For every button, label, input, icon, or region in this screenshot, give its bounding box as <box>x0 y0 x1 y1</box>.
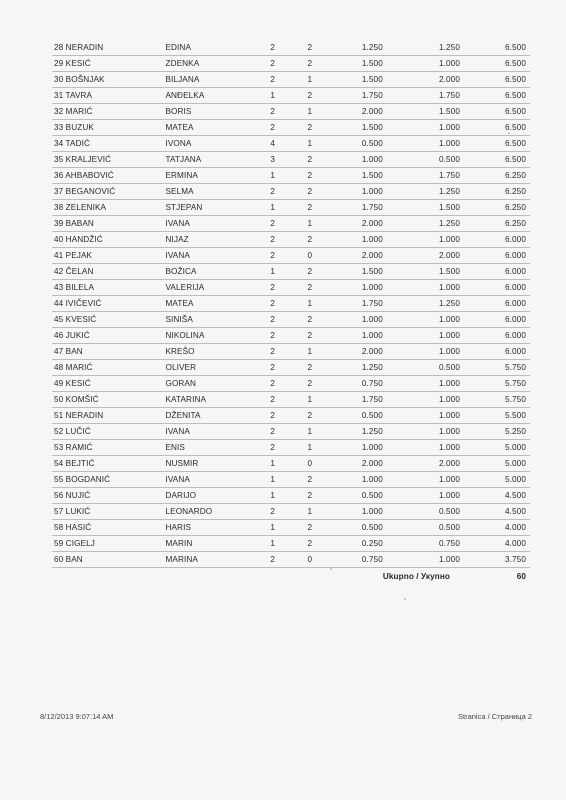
col-d-cell: 1.500 <box>383 104 460 120</box>
col-c-cell: 1.500 <box>335 168 383 184</box>
col-a-cell: 1 <box>261 168 284 184</box>
col-a-cell: 2 <box>261 232 284 248</box>
col-a-cell: 1 <box>261 200 284 216</box>
col-b-cell: 2 <box>284 40 335 56</box>
col-a-cell: 1 <box>261 456 284 472</box>
col-c-cell: 0.500 <box>335 488 383 504</box>
col-a-cell: 4 <box>261 136 284 152</box>
col-b-cell: 2 <box>284 328 335 344</box>
col-d-cell: 1.000 <box>383 472 460 488</box>
surname-cell: 50 KOMŠIĆ <box>52 392 165 408</box>
col-c-cell: 2.000 <box>335 216 383 232</box>
surname-cell: 37 BEGANOVIĆ <box>52 184 165 200</box>
col-e-cell: 6.500 <box>460 88 530 104</box>
col-d-cell: 1.250 <box>383 216 460 232</box>
table-row <box>52 104 530 120</box>
table-row <box>52 280 530 296</box>
firstname-cell: MARIN <box>165 536 261 552</box>
col-e-cell: 6.500 <box>460 56 530 72</box>
col-a-cell: 2 <box>261 296 284 312</box>
col-b-cell: 2 <box>284 376 335 392</box>
col-e-cell: 5.000 <box>460 456 530 472</box>
col-d-cell: 0.750 <box>383 536 460 552</box>
col-c-cell: 1.500 <box>335 264 383 280</box>
table-row <box>52 536 530 552</box>
table-row <box>52 88 530 104</box>
surname-cell: 47 BAN <box>52 344 165 360</box>
surname-cell: 33 BUZUK <box>52 120 165 136</box>
col-d-cell: 1.000 <box>383 56 460 72</box>
firstname-cell: ANĐELKA <box>165 88 261 104</box>
col-b-cell: 1 <box>284 216 335 232</box>
surname-cell: 52 LUČIĆ <box>52 424 165 440</box>
surname-cell: 32 MARIĆ <box>52 104 165 120</box>
firstname-cell: NIKOLINA <box>165 328 261 344</box>
col-b-cell: 1 <box>284 136 335 152</box>
col-c-cell: 1.000 <box>335 504 383 520</box>
col-b-cell: 2 <box>284 264 335 280</box>
col-d-cell: 2.000 <box>383 72 460 88</box>
table-row <box>52 552 530 568</box>
table-row <box>52 40 530 56</box>
col-a-cell: 2 <box>261 280 284 296</box>
col-d-cell: 1.000 <box>383 440 460 456</box>
firstname-cell: LEONARDO <box>165 504 261 520</box>
col-e-cell: 6.000 <box>460 280 530 296</box>
col-d-cell: 1.000 <box>383 280 460 296</box>
scan-speck <box>508 132 510 134</box>
firstname-cell: IVANA <box>165 216 261 232</box>
col-a-cell: 1 <box>261 88 284 104</box>
firstname-cell: IVONA <box>165 136 261 152</box>
surname-cell: 30 BOŠNJAK <box>52 72 165 88</box>
col-c-cell: 1.250 <box>335 40 383 56</box>
col-b-cell: 0 <box>284 248 335 264</box>
surname-cell: 46 JUKIĆ <box>52 328 165 344</box>
col-a-cell: 2 <box>261 40 284 56</box>
table-row <box>52 520 530 536</box>
col-c-cell: 1.750 <box>335 392 383 408</box>
col-a-cell: 2 <box>261 104 284 120</box>
surname-cell: 45 KVESIĆ <box>52 312 165 328</box>
firstname-cell: IVANA <box>165 472 261 488</box>
col-b-cell: 2 <box>284 152 335 168</box>
col-c-cell: 1.500 <box>335 72 383 88</box>
col-c-cell: 0.500 <box>335 136 383 152</box>
col-e-cell: 5.000 <box>460 440 530 456</box>
table-row <box>52 488 530 504</box>
firstname-cell: IVANA <box>165 424 261 440</box>
col-b-cell: 2 <box>284 488 335 504</box>
col-c-cell: 0.250 <box>335 536 383 552</box>
table-row <box>52 216 530 232</box>
col-a-cell: 2 <box>261 184 284 200</box>
surname-cell: 35 KRALJEVIĆ <box>52 152 165 168</box>
col-b-cell: 1 <box>284 296 335 312</box>
col-b-cell: 2 <box>284 536 335 552</box>
surname-cell: 56 NUJIĆ <box>52 488 165 504</box>
firstname-cell: GORAN <box>165 376 261 392</box>
col-a-cell: 1 <box>261 472 284 488</box>
col-b-cell: 2 <box>284 56 335 72</box>
table-row <box>52 472 530 488</box>
surname-cell: 60 BAN <box>52 552 165 568</box>
col-a-cell: 2 <box>261 360 284 376</box>
firstname-cell: BOŽICA <box>165 264 261 280</box>
col-e-cell: 5.750 <box>460 392 530 408</box>
firstname-cell: ERMINA <box>165 168 261 184</box>
col-e-cell: 5.000 <box>460 472 530 488</box>
surname-cell: 48 MARIĆ <box>52 360 165 376</box>
firstname-cell: MATEA <box>165 296 261 312</box>
col-c-cell: 1.250 <box>335 424 383 440</box>
col-b-cell: 1 <box>284 440 335 456</box>
col-e-cell: 5.500 <box>460 408 530 424</box>
col-d-cell: 1.750 <box>383 168 460 184</box>
col-e-cell: 6.250 <box>460 168 530 184</box>
col-e-cell: 6.000 <box>460 328 530 344</box>
col-c-cell: 1.000 <box>335 152 383 168</box>
col-a-cell: 1 <box>261 520 284 536</box>
col-a-cell: 1 <box>261 536 284 552</box>
col-b-cell: 2 <box>284 232 335 248</box>
table-row <box>52 232 530 248</box>
table-row <box>52 360 530 376</box>
col-b-cell: 1 <box>284 504 335 520</box>
col-c-cell: 1.750 <box>335 88 383 104</box>
col-c-cell: 1.000 <box>335 440 383 456</box>
col-c-cell: 1.000 <box>335 472 383 488</box>
print-timestamp: 8/12/2013 9:07:14 AM <box>40 712 114 721</box>
col-c-cell: 1.000 <box>335 232 383 248</box>
firstname-cell: OLIVER <box>165 360 261 376</box>
col-c-cell: 1.000 <box>335 184 383 200</box>
col-c-cell: 1.750 <box>335 200 383 216</box>
firstname-cell: VALERIJA <box>165 280 261 296</box>
table-row <box>52 120 530 136</box>
surname-cell: 29 KESIĆ <box>52 56 165 72</box>
table-row <box>52 328 530 344</box>
surname-cell: 59 CIGELJ <box>52 536 165 552</box>
col-b-cell: 1 <box>284 344 335 360</box>
col-e-cell: 4.500 <box>460 488 530 504</box>
col-e-cell: 5.750 <box>460 376 530 392</box>
table-row <box>52 168 530 184</box>
col-a-cell: 2 <box>261 552 284 568</box>
scan-speck <box>404 598 406 600</box>
col-a-cell: 2 <box>261 248 284 264</box>
firstname-cell: BORIS <box>165 104 261 120</box>
table-row <box>52 376 530 392</box>
col-d-cell: 1.000 <box>383 344 460 360</box>
col-c-cell: 1.250 <box>335 360 383 376</box>
col-d-cell: 1.750 <box>383 88 460 104</box>
col-d-cell: 1.250 <box>383 40 460 56</box>
firstname-cell: IVANA <box>165 248 261 264</box>
col-d-cell: 1.000 <box>383 424 460 440</box>
results-table-body <box>52 40 530 568</box>
col-c-cell: 0.500 <box>335 520 383 536</box>
col-d-cell: 1.000 <box>383 312 460 328</box>
table-row <box>52 248 530 264</box>
table-row <box>52 264 530 280</box>
firstname-cell: TATJANA <box>165 152 261 168</box>
col-d-cell: 1.250 <box>383 184 460 200</box>
firstname-cell: DARIJO <box>165 488 261 504</box>
col-c-cell: 2.000 <box>335 104 383 120</box>
firstname-cell: BILJANA <box>165 72 261 88</box>
col-e-cell: 6.500 <box>460 72 530 88</box>
col-b-cell: 2 <box>284 408 335 424</box>
col-c-cell: 1.500 <box>335 56 383 72</box>
col-d-cell: 1.500 <box>383 200 460 216</box>
col-c-cell: 1.750 <box>335 296 383 312</box>
table-row <box>52 424 530 440</box>
col-e-cell: 6.000 <box>460 232 530 248</box>
table-row <box>52 72 530 88</box>
col-a-cell: 2 <box>261 72 284 88</box>
page-number: Stranica / Страница 2 <box>457 712 532 721</box>
col-b-cell: 2 <box>284 312 335 328</box>
col-e-cell: 6.250 <box>460 200 530 216</box>
total-row <box>52 568 530 585</box>
col-b-cell: 2 <box>284 184 335 200</box>
firstname-cell: ZDENKA <box>165 56 261 72</box>
firstname-cell: DŽENITA <box>165 408 261 424</box>
col-b-cell: 2 <box>284 88 335 104</box>
col-c-cell: 1.000 <box>335 328 383 344</box>
firstname-cell: EDINA <box>165 40 261 56</box>
surname-cell: 34 TADIĆ <box>52 136 165 152</box>
col-d-cell: 1.000 <box>383 328 460 344</box>
col-c-cell: 0.500 <box>335 408 383 424</box>
total-spacer <box>52 568 383 585</box>
firstname-cell: STJEPAN <box>165 200 261 216</box>
col-a-cell: 2 <box>261 504 284 520</box>
col-c-cell: 0.750 <box>335 552 383 568</box>
firstname-cell: KATARINA <box>165 392 261 408</box>
table-row <box>52 408 530 424</box>
col-e-cell: 6.000 <box>460 344 530 360</box>
col-e-cell: 4.000 <box>460 536 530 552</box>
firstname-cell: SINIŠA <box>165 312 261 328</box>
col-e-cell: 6.000 <box>460 312 530 328</box>
col-a-cell: 2 <box>261 376 284 392</box>
col-a-cell: 2 <box>261 440 284 456</box>
col-e-cell: 6.500 <box>460 104 530 120</box>
surname-cell: 44 IVIČEVIĆ <box>52 296 165 312</box>
surname-cell: 51 NERADIN <box>52 408 165 424</box>
total-label: Ukupno / Укупно <box>382 571 450 581</box>
surname-cell: 39 BABAN <box>52 216 165 232</box>
table-row <box>52 296 530 312</box>
col-a-cell: 1 <box>261 264 284 280</box>
col-d-cell: 0.500 <box>383 152 460 168</box>
col-c-cell: 2.000 <box>335 248 383 264</box>
col-c-cell: 0.750 <box>335 376 383 392</box>
surname-cell: 43 BILELA <box>52 280 165 296</box>
col-a-cell: 2 <box>261 408 284 424</box>
col-c-cell: 2.000 <box>335 456 383 472</box>
firstname-cell: MARINA <box>165 552 261 568</box>
col-a-cell: 1 <box>261 488 284 504</box>
col-e-cell: 6.500 <box>460 136 530 152</box>
surname-cell: 58 HASIĆ <box>52 520 165 536</box>
table-row <box>52 56 530 72</box>
col-a-cell: 2 <box>261 216 284 232</box>
firstname-cell: MATEA <box>165 120 261 136</box>
total-value: 60 <box>516 571 526 581</box>
col-b-cell: 1 <box>284 104 335 120</box>
col-b-cell: 2 <box>284 168 335 184</box>
col-d-cell: 2.000 <box>383 456 460 472</box>
table-row <box>52 456 530 472</box>
col-e-cell: 5.750 <box>460 360 530 376</box>
surname-cell: 31 TAVRA <box>52 88 165 104</box>
scan-speck <box>330 568 332 570</box>
surname-cell: 57 LUKIĆ <box>52 504 165 520</box>
results-table <box>52 40 530 584</box>
surname-cell: 28 NERADIN <box>52 40 165 56</box>
firstname-cell: SELMA <box>165 184 261 200</box>
table-row <box>52 312 530 328</box>
surname-cell: 55 BOGDANIĆ <box>52 472 165 488</box>
table-row <box>52 504 530 520</box>
table-row <box>52 184 530 200</box>
col-d-cell: 1.000 <box>383 232 460 248</box>
col-e-cell: 4.000 <box>460 520 530 536</box>
col-b-cell: 1 <box>284 424 335 440</box>
col-a-cell: 3 <box>261 152 284 168</box>
col-d-cell: 1.000 <box>383 120 460 136</box>
col-d-cell: 1.000 <box>383 136 460 152</box>
surname-cell: 41 PEJAK <box>52 248 165 264</box>
col-b-cell: 2 <box>284 360 335 376</box>
firstname-cell: NUSMIR <box>165 456 261 472</box>
table-row <box>52 152 530 168</box>
col-a-cell: 2 <box>261 312 284 328</box>
col-b-cell: 2 <box>284 472 335 488</box>
col-a-cell: 2 <box>261 328 284 344</box>
col-b-cell: 2 <box>284 280 335 296</box>
col-e-cell: 6.500 <box>460 40 530 56</box>
col-e-cell: 5.250 <box>460 424 530 440</box>
surname-cell: 36 AHBABOVIĆ <box>52 168 165 184</box>
col-c-cell: 1.000 <box>335 312 383 328</box>
col-e-cell: 6.000 <box>460 296 530 312</box>
col-b-cell: 1 <box>284 72 335 88</box>
surname-cell: 42 ČELAN <box>52 264 165 280</box>
table-row <box>52 440 530 456</box>
surname-cell: 38 ZELENIKA <box>52 200 165 216</box>
firstname-cell: ENIS <box>165 440 261 456</box>
col-e-cell: 4.500 <box>460 504 530 520</box>
surname-cell: 54 BEJTIĆ <box>52 456 165 472</box>
table-row <box>52 200 530 216</box>
firstname-cell: NIJAZ <box>165 232 261 248</box>
col-b-cell: 2 <box>284 520 335 536</box>
col-a-cell: 2 <box>261 56 284 72</box>
col-a-cell: 2 <box>261 392 284 408</box>
col-c-cell: 1.500 <box>335 120 383 136</box>
col-a-cell: 2 <box>261 344 284 360</box>
col-b-cell: 0 <box>284 456 335 472</box>
col-a-cell: 2 <box>261 120 284 136</box>
col-d-cell: 1.000 <box>383 552 460 568</box>
col-d-cell: 1.500 <box>383 264 460 280</box>
table-row <box>52 344 530 360</box>
col-d-cell: 2.000 <box>383 248 460 264</box>
col-a-cell: 2 <box>261 424 284 440</box>
col-e-cell: 6.500 <box>460 120 530 136</box>
surname-cell: 40 HANDŽIĆ <box>52 232 165 248</box>
col-d-cell: 0.500 <box>383 504 460 520</box>
col-d-cell: 1.000 <box>383 392 460 408</box>
table-row <box>52 392 530 408</box>
col-e-cell: 3.750 <box>460 552 530 568</box>
col-e-cell: 6.500 <box>460 152 530 168</box>
col-d-cell: 0.500 <box>383 520 460 536</box>
col-b-cell: 2 <box>284 120 335 136</box>
col-e-cell: 6.000 <box>460 264 530 280</box>
firstname-cell: HARIS <box>165 520 261 536</box>
col-e-cell: 6.250 <box>460 216 530 232</box>
col-b-cell: 1 <box>284 392 335 408</box>
col-e-cell: 6.250 <box>460 184 530 200</box>
col-d-cell: 1.000 <box>383 376 460 392</box>
col-e-cell: 6.000 <box>460 248 530 264</box>
firstname-cell: KREŠO <box>165 344 261 360</box>
col-c-cell: 1.000 <box>335 280 383 296</box>
col-c-cell: 2.000 <box>335 344 383 360</box>
surname-cell: 53 RAMIĆ <box>52 440 165 456</box>
col-b-cell: 2 <box>284 200 335 216</box>
col-b-cell: 0 <box>284 552 335 568</box>
col-d-cell: 0.500 <box>383 360 460 376</box>
surname-cell: 49 KESIĆ <box>52 376 165 392</box>
col-d-cell: 1.000 <box>383 408 460 424</box>
col-d-cell: 1.000 <box>383 488 460 504</box>
col-d-cell: 1.250 <box>383 296 460 312</box>
table-row <box>52 136 530 152</box>
